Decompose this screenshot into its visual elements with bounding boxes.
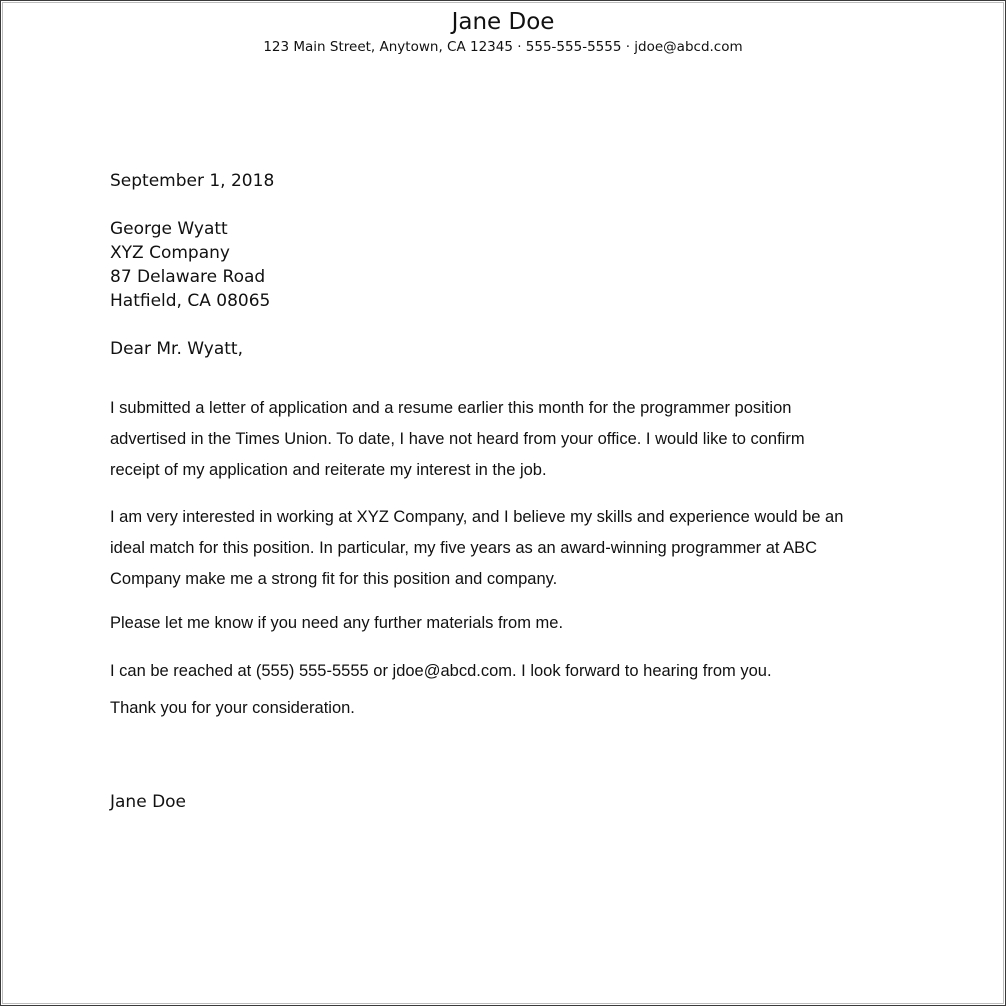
- closing-line: Thank you for your consideration.: [110, 699, 355, 717]
- recipient-company: XYZ Company: [110, 243, 230, 263]
- recipient-name: George Wyatt: [110, 219, 228, 239]
- recipient-address: [110, 217, 270, 313]
- body-paragraph-3: Please let me know if you need any further materials from me.: [110, 614, 564, 632]
- body-paragraph-4: I can be reached at (555) 555-5555 or jdoe@abcd.com. I look forward to hearing from you.: [110, 662, 772, 680]
- signature-name: Jane Doe: [110, 792, 187, 812]
- sender-name: Jane Doe: [451, 9, 555, 35]
- paragraph-line: Company make me a strong fit for this position and company.: [110, 570, 558, 588]
- letter-date: September 1, 2018: [110, 171, 275, 191]
- paragraph-line: receipt of my application and reiterate my interest in the job.: [110, 461, 547, 479]
- paragraph-line: advertised in the Times Union. To date, I have not heard from your office. I would like to confirm: [110, 430, 805, 448]
- recipient-city: Hatfield, CA 08065: [110, 291, 271, 311]
- body-paragraph-2: [110, 502, 900, 595]
- salutation: Dear Mr. Wyatt,: [110, 339, 243, 359]
- letterhead: [1, 7, 1005, 57]
- paragraph-line: I submitted a letter of application and a resume earlier this month for the programmer position: [110, 399, 792, 417]
- sender-contact-info: 123 Main Street, Anytown, CA 12345 · 555-555-5555 · jdoe@abcd.com: [263, 39, 743, 55]
- body-paragraph-1: [110, 393, 900, 486]
- recipient-street: 87 Delaware Road: [110, 267, 266, 287]
- paragraph-line: I am very interested in working at XYZ Company, and I believe my skills and experience would be an: [110, 508, 844, 526]
- paragraph-line: ideal match for this position. In particular, my five years as an award-winning programmer at ABC: [110, 539, 818, 557]
